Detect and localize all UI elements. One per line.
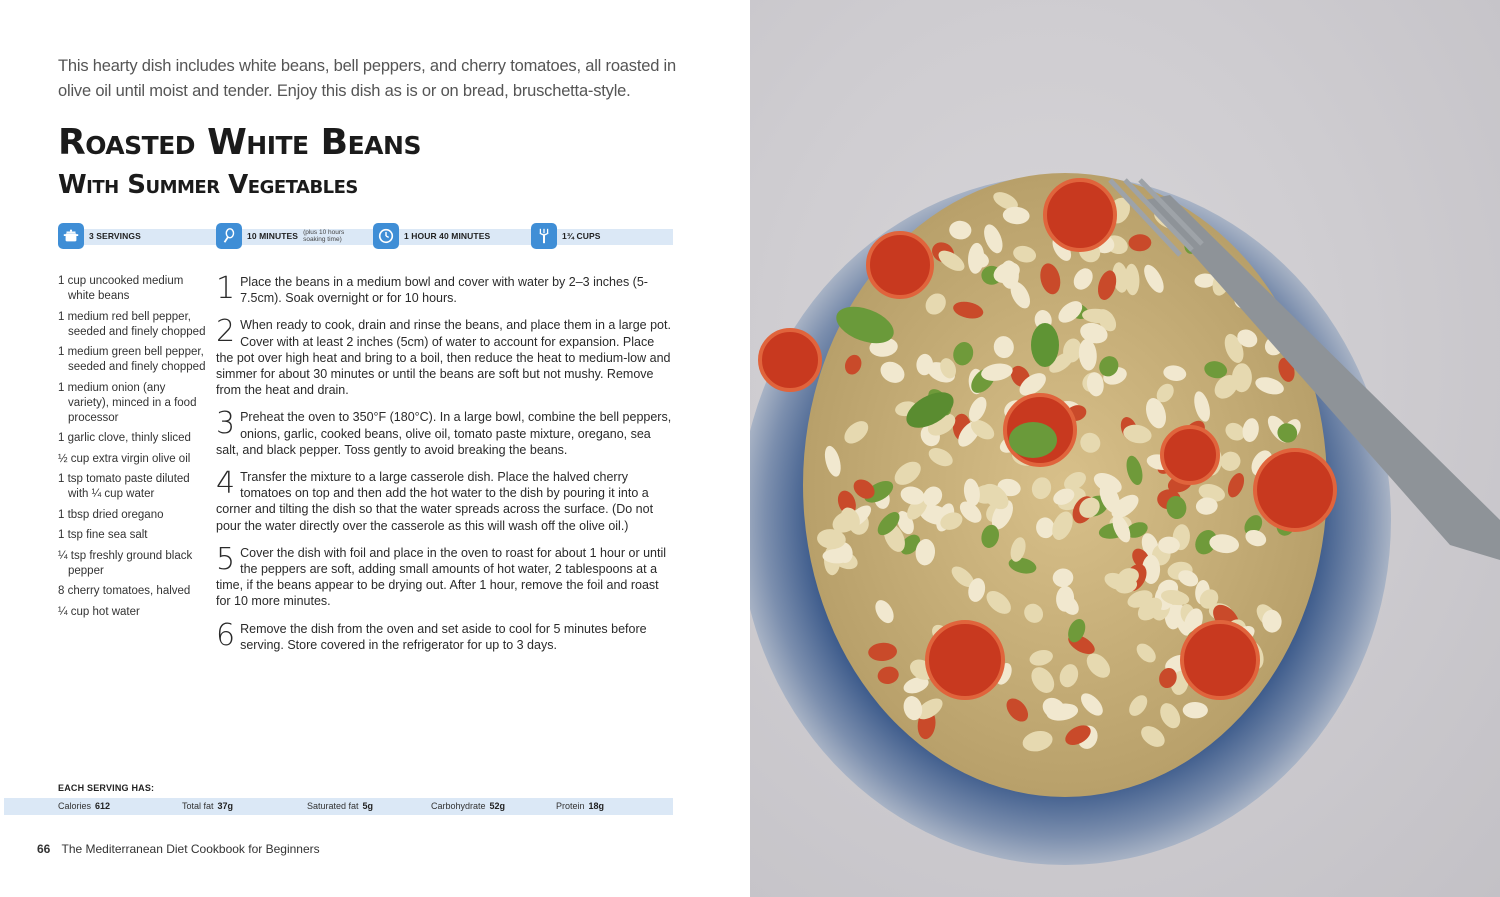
nutrition-total-fat — [182, 801, 233, 811]
cherry-tomato — [927, 622, 1003, 698]
nutrition-name: Calories — [58, 801, 92, 811]
ingredient-item: ½ cup extra virgin olive oil — [58, 452, 191, 465]
nutrition-value: 18g — [588, 801, 605, 811]
servings-info — [58, 222, 141, 250]
prep-text: 10 MINUTES — [247, 231, 299, 241]
yield-info — [531, 222, 601, 250]
cherry-tomato — [760, 330, 820, 390]
step-2 — [216, 314, 672, 398]
nutrition-value: 37g — [217, 801, 234, 811]
nutrition-value: 612 — [95, 801, 111, 811]
food-photo-page — [750, 0, 1500, 897]
step-number: 4 — [216, 466, 236, 502]
recipe-subtitle-text: With Summer Vegetables — [58, 170, 358, 200]
ingredient-item: 1 medium onion (any variety), minced in a food processor — [58, 381, 197, 424]
fork-icon — [531, 223, 557, 249]
book-title: The Mediterranean Diet Cookbook for Beginners — [61, 842, 320, 856]
nutrition-calories — [58, 801, 110, 811]
bean-bowl-photo — [750, 0, 1500, 897]
whisk-icon — [216, 223, 242, 249]
nutrition-name: Saturated fat — [307, 801, 359, 811]
recipe-title — [58, 122, 421, 163]
nutrition-value: 5g — [362, 801, 374, 811]
step-number: 5 — [216, 541, 236, 577]
step-5 — [216, 541, 672, 610]
step-text: Remove the dish from the oven and set aside to cool for 5 minutes before serving. Store covered in the refrigerator for up to 3 days. — [240, 621, 647, 652]
nutrition-name: Total fat — [182, 801, 214, 811]
cherry-tomato — [868, 233, 932, 297]
step-number: 6 — [216, 617, 236, 653]
recipe-intro: This hearty dish includes white beans, bell peppers, and cherry tomatoes, all roasted in olive oil until moist and tender. Enjoy this dish as is or on bread, bruschetta-style. — [58, 57, 676, 100]
cherry-tomato — [1182, 622, 1258, 698]
step-text: Transfer the mixture to a large casserole dish. Place the halved cherry tomatoes on top and then add the hot water to the dish by pouring it into a corner and tilting the dish so that the water spreads across the surface. (Do not pour the water directly over the casserole as this will wash off the olive oil.) — [216, 470, 654, 533]
cook-info — [373, 222, 490, 250]
cherry-tomato — [1045, 180, 1115, 250]
nutrition-value: 52g — [489, 801, 506, 811]
ingredient-item: 1 medium green bell pepper, seeded and finely chopped — [58, 346, 206, 373]
ingredient-item: 8 cherry tomatoes, halved — [58, 585, 191, 597]
step-text: Place the beans in a medium bowl and cover with water by 2–3 inches (5-7.5cm). Soak overnight or for 10 hours. — [240, 275, 648, 306]
prep-note: (plus 10 hours soaking time) — [303, 229, 345, 243]
nutrition-label: EACH SERVING HAS: — [58, 783, 155, 793]
pot-icon — [58, 223, 84, 249]
step-text: When ready to cook, drain and rinse the beans, and place them in a large pot. Cover with at least 2 inches (5cm) of water to account for expansion. Place the pot over high heat and bring to a boil, then reduce the heat to medium-low and simmer for about 30 minutes or until the beans are soft but not mushy. Remove from the heat and drain. — [216, 318, 671, 398]
step-text: Preheat the oven to 350°F (180°C). In a large bowl, combine the bell peppers, onions, garlic, cooked beans, olive oil, tomato paste mixture, oregano, sea salt, and black pepper. Toss gently to avoid breaking the beans. — [216, 410, 672, 457]
step-1 — [216, 271, 672, 306]
recipe-subtitle — [58, 170, 358, 200]
ingredient-item: 1 cup uncooked medium white beans — [58, 275, 184, 302]
servings-text: 3 SERVINGS — [89, 231, 141, 241]
nutrition-protein — [556, 801, 604, 811]
ingredient-item: ¼ cup hot water — [58, 605, 140, 618]
nutrition-carbohydrate — [431, 801, 505, 811]
ingredient-item: 1 garlic clove, thinly sliced — [58, 432, 191, 444]
step-number: 3 — [216, 406, 236, 442]
ingredient-item: 1 tsp tomato paste diluted with ¼ cup water — [58, 473, 190, 500]
ingredient-list — [58, 274, 208, 625]
clock-icon — [373, 223, 399, 249]
nutrition-saturated-fat — [307, 801, 373, 811]
ingredient-item: 1 tsp fine sea salt — [58, 529, 148, 541]
recipe-title-text: Roasted White Beans — [58, 122, 421, 163]
cherry-tomato — [1162, 427, 1218, 483]
page-number: 66 — [37, 842, 51, 856]
step-3 — [216, 406, 672, 458]
page-footer — [37, 842, 320, 856]
step-text: Cover the dish with foil and place in the oven to roast for about 1 hour or until the peppers are soft, adding small amounts of hot water, 2 tablespoons at a time, if the beans appear to be drying out. After 1 hour, remove the foil and roast for 10 more minutes. — [216, 545, 667, 609]
step-number: 1 — [216, 271, 236, 306]
nutrition-name: Protein — [556, 801, 585, 811]
prep-info — [216, 222, 355, 250]
step-6 — [216, 617, 672, 653]
step-number: 2 — [216, 314, 236, 350]
ingredient-item: ¼ tsp freshly ground black pepper — [58, 549, 193, 577]
nutrition-name: Carbohydrate — [431, 801, 486, 811]
step-4 — [216, 466, 672, 534]
cherry-tomato — [1255, 450, 1335, 530]
ingredient-item: 1 tbsp dried oregano — [58, 508, 164, 521]
ingredient-item: 1 medium red bell pepper, seeded and finely chopped — [58, 310, 206, 338]
method-steps — [216, 271, 672, 664]
cook-text: 1 HOUR 40 MINUTES — [404, 231, 491, 241]
yield-text: 1¾ CUPS — [562, 231, 601, 241]
